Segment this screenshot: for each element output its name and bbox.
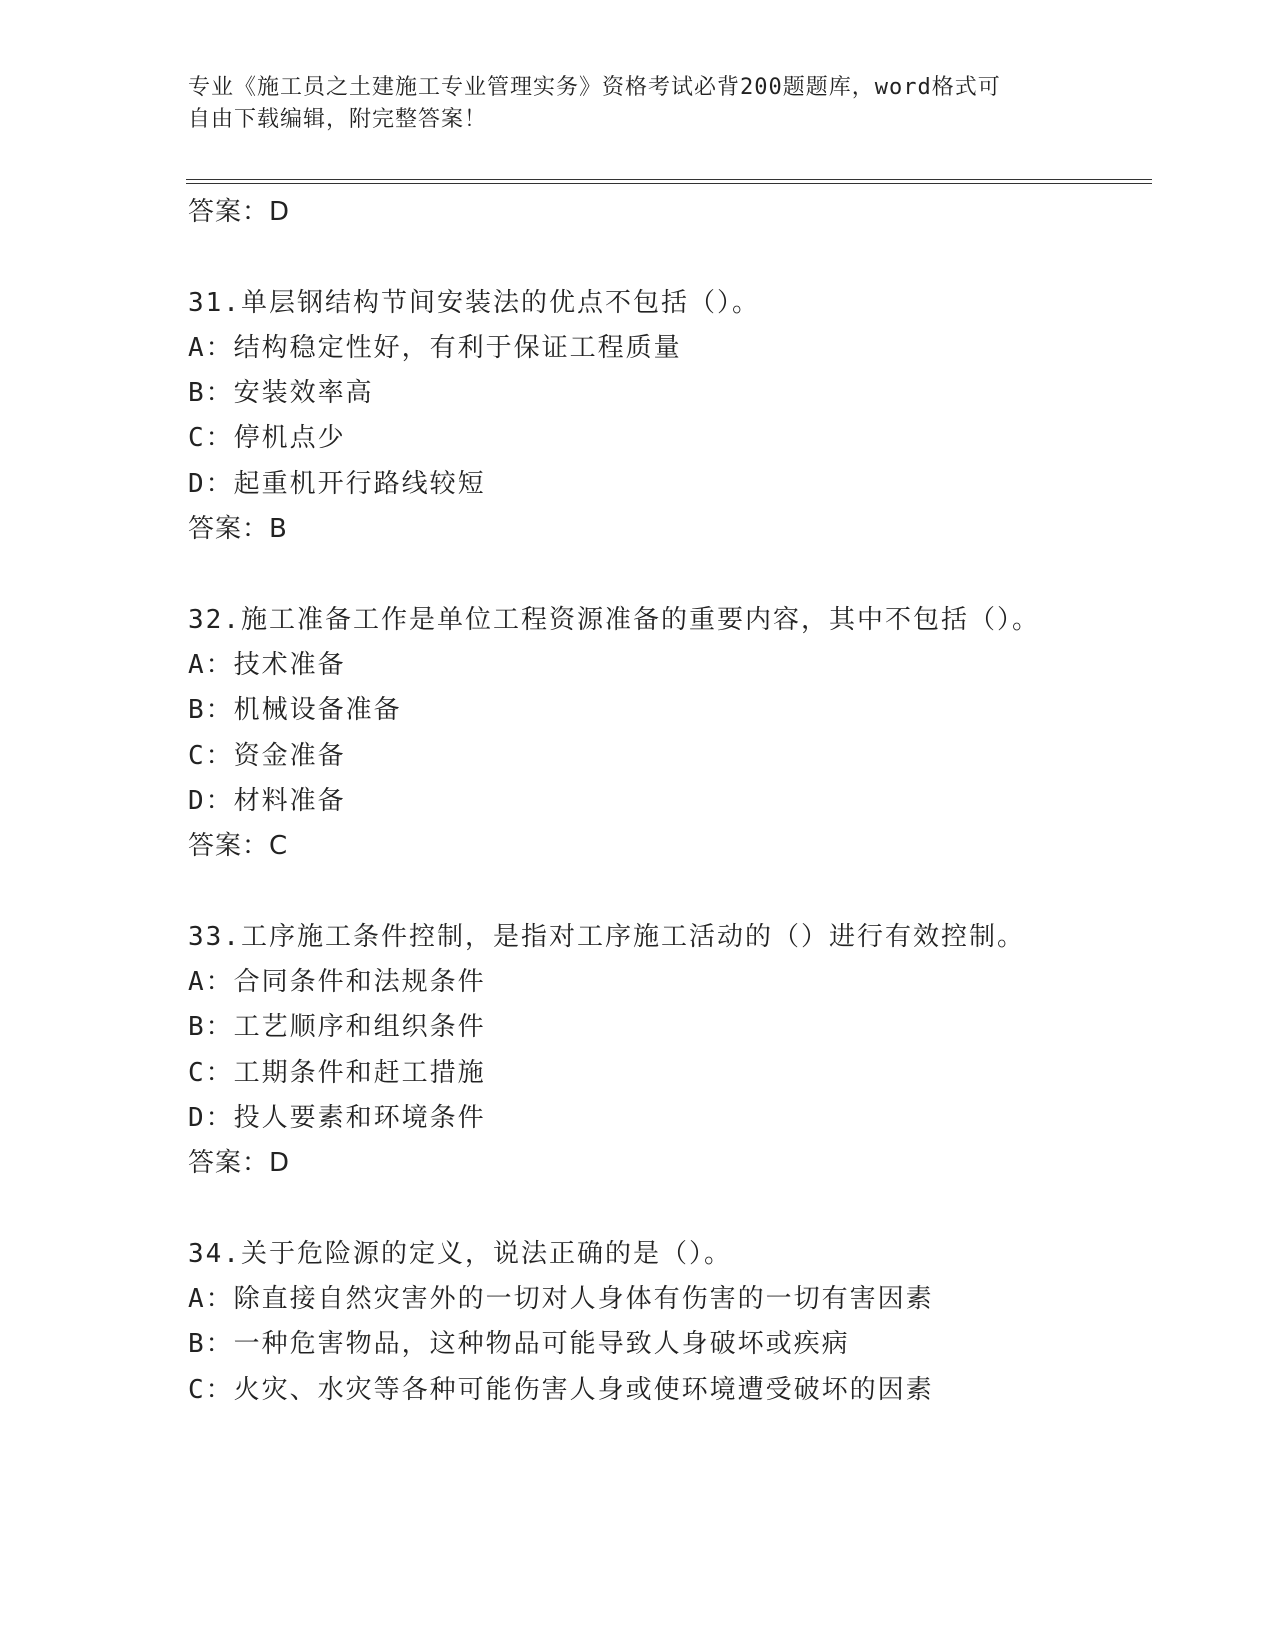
spacer xyxy=(188,1187,1148,1232)
question-stem: 31.单层钢结构节间安装法的优点不包括（）。 xyxy=(188,287,760,318)
option-a: A：合同条件和法规条件 xyxy=(188,967,486,998)
header-line-2: 自由下载编辑，附完整答案！ xyxy=(188,107,488,132)
option-c: C：停机点少 xyxy=(188,423,346,454)
option-b: B：工艺顺序和组织条件 xyxy=(188,1012,486,1043)
spacer xyxy=(188,552,1148,597)
previous-answer: 答案：D xyxy=(188,197,291,227)
option-d: D：投人要素和环境条件 xyxy=(188,1102,486,1133)
option-c: C：资金准备 xyxy=(188,740,346,771)
option-a: A：除直接自然灾害外的一切对人身体有伤害的一切有害因素 xyxy=(188,1284,934,1315)
question-list xyxy=(188,190,1148,1413)
answer: 答案：C xyxy=(188,831,289,862)
answer: 答案：D xyxy=(188,1148,291,1179)
option-b: B：一种危害物品，这种物品可能导致人身破坏或疾病 xyxy=(188,1329,850,1360)
page-header xyxy=(188,72,1068,136)
question-stem: 33.工序施工条件控制，是指对工序施工活动的（）进行有效控制。 xyxy=(188,921,1025,952)
header-divider xyxy=(186,179,1152,184)
question-31 xyxy=(188,281,1148,553)
question-33 xyxy=(188,915,1148,1187)
option-b: B：安装效率高 xyxy=(188,378,374,409)
spacer xyxy=(188,869,1148,914)
question-32 xyxy=(188,598,1148,870)
answer: 答案：B xyxy=(188,514,288,545)
header-line-1: 专业《施工员之土建施工专业管理实务》资格考试必背200题题库，word格式可 xyxy=(188,75,1001,100)
option-d: D：起重机开行路线较短 xyxy=(188,468,486,499)
option-d: D：材料准备 xyxy=(188,785,346,816)
spacer xyxy=(188,235,1148,280)
option-c: C：工期条件和赶工措施 xyxy=(188,1057,486,1088)
option-a: A：技术准备 xyxy=(188,649,346,680)
option-c: C：火灾、水灾等各种可能伤害人身或使环境遭受破坏的因素 xyxy=(188,1374,934,1405)
question-stem: 34.关于危险源的定义，说法正确的是（）。 xyxy=(188,1238,732,1269)
option-a: A：结构稳定性好，有利于保证工程质量 xyxy=(188,332,682,363)
question-34 xyxy=(188,1232,1148,1413)
option-b: B：机械设备准备 xyxy=(188,695,402,726)
question-stem: 32.施工准备工作是单位工程资源准备的重要内容，其中不包括（）。 xyxy=(188,604,1040,635)
